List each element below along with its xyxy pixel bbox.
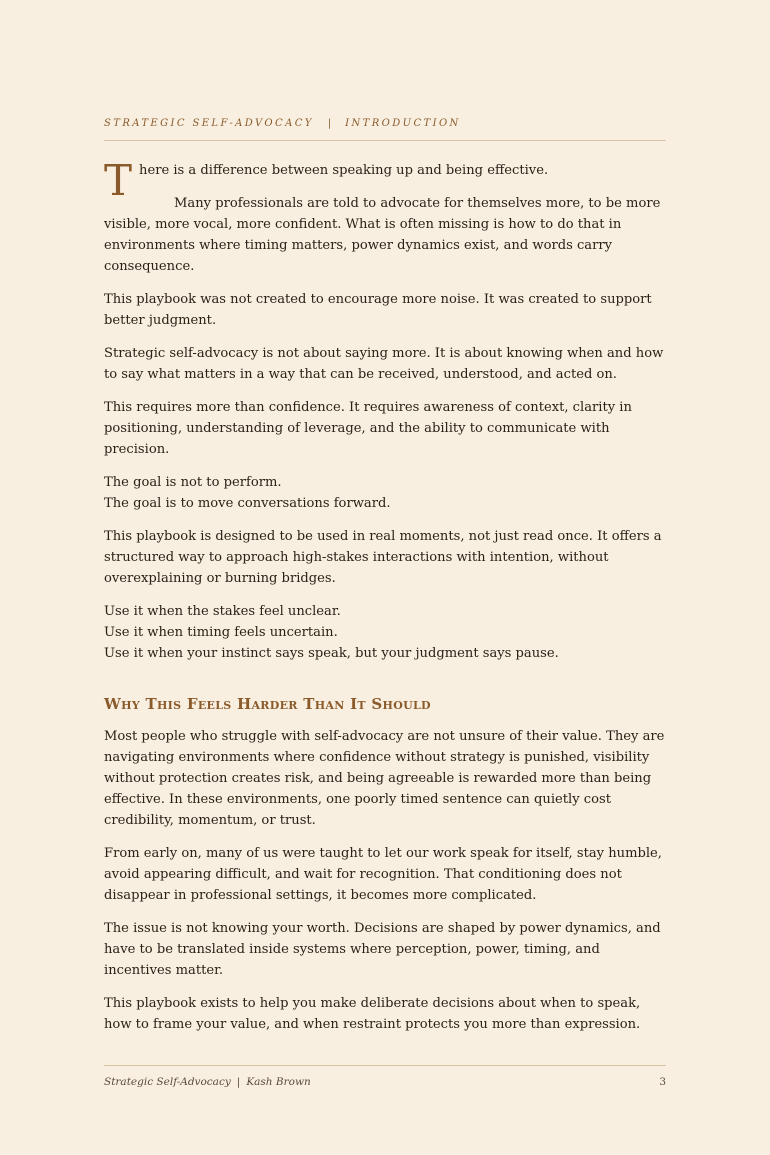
use-line: Use it when the stakes feel unclear. [104,604,341,619]
goal-line: The goal is to move conversations forward. [104,496,391,511]
body-paragraph: Many professionals are told to advocate for themselves more, to be more visible, more vocal, more confident. What is often missing is how to do that in environments where timing matters, power dynamics exist, and words carry consequence. [104,196,661,274]
body-paragraph: Most people who struggle with self-advocacy are not unsure of their value. They are navigating environments where confidence without strategy is punished, visibility without protection creates risk, and being agreeable is rewarded more than being effective. In these environments, one poorly timed sentence can quietly cost credibility, momentum, or trust. [104,729,665,828]
body-paragraph: From early on, many of us were taught to let our work speak for itself, stay humble, avoid appearing difficult, and wait for recognition. That conditioning does not disappear in professional settings, it becomes more complicated. [104,846,662,903]
body-paragraph: This playbook exists to help you make deliberate decisions about when to speak, how to frame your value, and when restraint protects you more than expression. [104,996,641,1032]
goal-line: The goal is not to perform. [104,475,282,490]
header-separator: | [327,118,332,129]
body-paragraph: This playbook was not created to encourage more noise. It was created to support better judgment. [104,292,652,328]
header-divider [104,140,666,141]
document-page [104,0,666,1155]
footer-separator: | [236,1076,241,1088]
section-heading: Why This Feels Harder Than It Should [104,695,431,713]
footer-divider [104,1065,666,1066]
body-paragraph: The issue is not knowing your worth. Decisions are shaped by power dynamics, and have to be translated inside systems where perception, power, timing, and incentives matter. [104,921,661,978]
running-header [104,118,666,129]
header-book-title: STRATEGIC SELF-ADVOCACY [104,118,314,129]
drop-cap: T [104,156,133,205]
page-number: 3 [659,1076,666,1088]
goal-lines [104,472,666,514]
intro-paragraph [104,156,666,205]
footer-author: Kash Brown [246,1076,311,1088]
page-body [104,156,666,1047]
footer-credit [104,1076,311,1088]
use-lines [104,601,666,664]
header-section: INTRODUCTION [345,118,461,129]
body-paragraph: This playbook is designed to be used in real moments, not just read once. It offers a structured way to approach high-stakes interactions with intention, without overexplaining or burning bridges. [104,529,662,586]
body-paragraph: Strategic self-advocacy is not about saying more. It is about knowing when and how to say what matters in a way that can be received, understood, and acted on. [104,346,664,382]
body-paragraph: This requires more than confidence. It requires awareness of context, clarity in positioning, understanding of leverage, and the ability to communicate with precision. [104,400,632,457]
intro-first-line: here is a difference between speaking up and being effective. [139,163,549,178]
use-line: Use it when your instinct says speak, but your judgment says pause. [104,646,559,661]
footer-book-title: Strategic Self-Advocacy [104,1076,231,1088]
use-line: Use it when timing feels uncertain. [104,625,338,640]
